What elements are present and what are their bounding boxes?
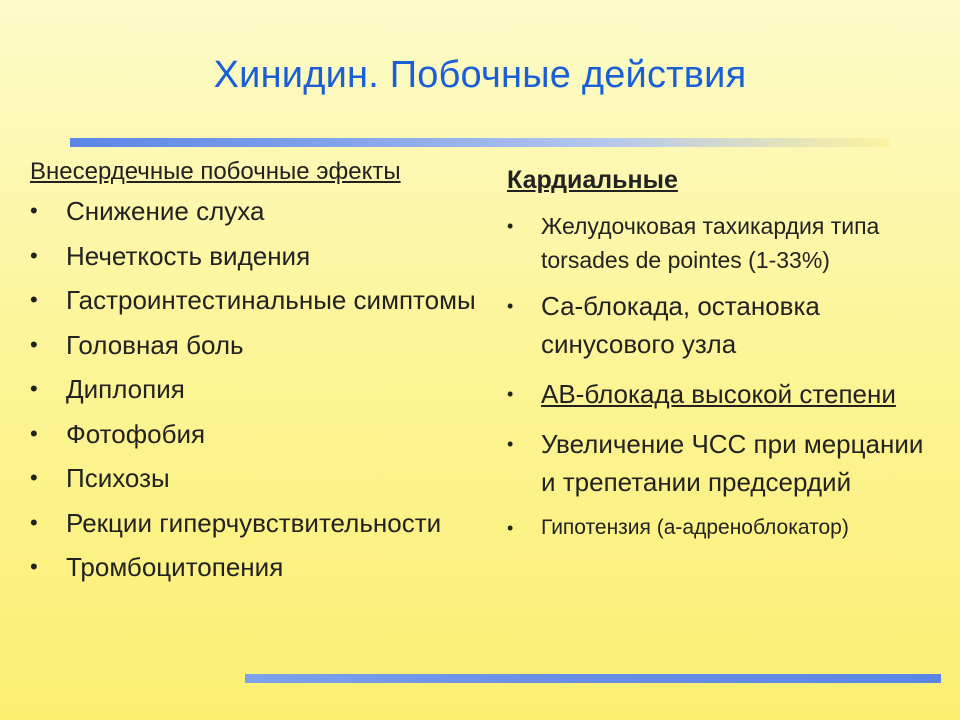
list-item-text: Психозы xyxy=(66,463,170,493)
left-column-heading: Внесердечные побочные эфекты xyxy=(30,158,401,185)
cardiac-effects-list xyxy=(507,209,937,543)
list-item xyxy=(30,550,490,584)
list-item-text: Желудочковая тахикардия типа torsades de pointes (1-33%) xyxy=(541,213,880,273)
list-item-text: Снижение слуха xyxy=(66,196,265,226)
list-item xyxy=(507,425,937,501)
list-item-text: Гастроинтестинальные симптомы xyxy=(66,285,476,315)
list-item xyxy=(30,372,490,406)
list-item xyxy=(30,194,490,228)
list-item-text: Головная боль xyxy=(66,329,244,360)
bullet-icon: • xyxy=(30,465,38,490)
bullet-icon: • xyxy=(30,554,38,579)
bullet-icon: • xyxy=(507,384,514,404)
bullet-icon: • xyxy=(507,216,514,236)
list-item-text: Са-блокада, остановка синусового узла xyxy=(541,291,820,359)
bullet-icon: • xyxy=(30,242,38,268)
list-item-text: Тромбоцитопения xyxy=(66,552,284,582)
list-item xyxy=(507,513,937,543)
title-divider-bar xyxy=(70,138,890,147)
list-item xyxy=(30,506,490,540)
list-item xyxy=(30,283,490,317)
left-column xyxy=(30,158,490,595)
list-item-text: Увеличение ЧСС при мерцании и трепетании предсердий xyxy=(541,429,924,497)
slide-title: Хинидин. Побочные действия xyxy=(213,54,747,96)
list-item xyxy=(30,239,490,273)
extracardiac-effects-list xyxy=(30,194,490,584)
footer-divider-bar xyxy=(245,674,941,683)
bullet-icon: • xyxy=(30,376,38,401)
list-item xyxy=(30,461,490,495)
list-item-text: АВ-блокада высокой степени xyxy=(541,379,896,409)
list-item-text: Гипотензия (а-адреноблокатор) xyxy=(541,516,849,539)
list-item-text: Нечеткость видения xyxy=(66,240,311,271)
bullet-icon: • xyxy=(30,331,38,357)
right-column-heading: Кардиальные xyxy=(507,166,678,194)
bullet-icon: • xyxy=(30,287,38,312)
list-item-text: Диплопия xyxy=(66,374,185,404)
right-column xyxy=(507,166,937,543)
list-item-text: Рекции гиперчувствительности xyxy=(66,507,442,538)
list-item xyxy=(507,287,937,363)
bullet-icon: • xyxy=(507,518,514,538)
bullet-icon: • xyxy=(30,420,38,446)
bullet-icon: • xyxy=(507,434,514,454)
list-item xyxy=(507,375,937,413)
bullet-icon: • xyxy=(30,198,38,223)
list-item xyxy=(30,417,490,451)
bullet-icon: • xyxy=(30,509,38,535)
list-item-text: Фотофобия xyxy=(66,418,206,449)
list-item xyxy=(30,328,490,362)
list-item xyxy=(507,209,937,277)
bullet-icon: • xyxy=(507,296,514,316)
